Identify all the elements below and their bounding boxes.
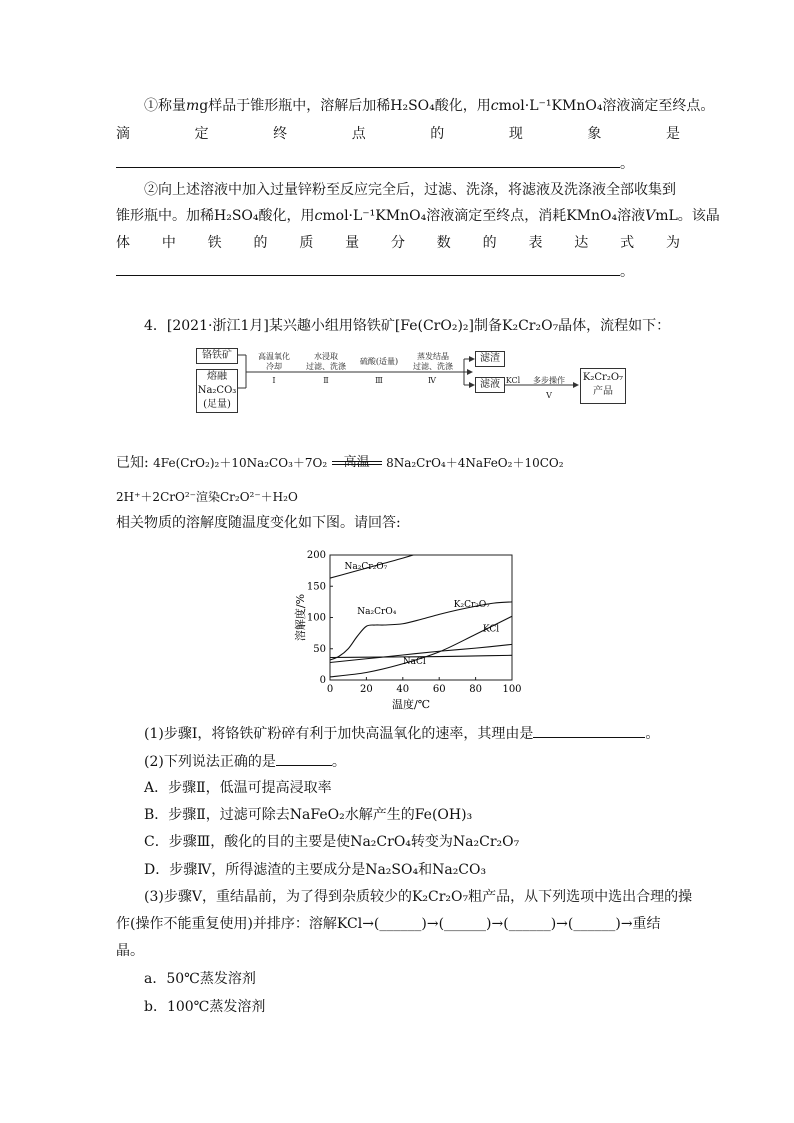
answer-blank-sub2[interactable]	[276, 750, 332, 766]
spread2-char: 分	[390, 235, 405, 251]
y-tick-label: 50	[313, 643, 326, 655]
y-axis-label: 溶解度/%	[294, 593, 307, 642]
flow-step2-label: 水浸取 过滤、洗涤	[306, 352, 346, 371]
option-A: A．步骤Ⅱ，低温可提高浸取率	[144, 780, 332, 796]
series-label-3: KCl	[482, 624, 500, 635]
solubility-chart	[290, 543, 530, 715]
q3-answer-blank-2[interactable]: 。	[116, 260, 634, 282]
x-tick-label: 100	[502, 684, 522, 695]
equation-2: 2H⁺＋2CrO²⁻渲染Cr₂O²⁻＋H₂O	[116, 490, 298, 504]
spread2-char: 体	[116, 235, 130, 251]
spread1-char: 点	[351, 126, 366, 142]
flow-step3-number: Ⅲ	[375, 376, 383, 385]
spread2-char: 的	[253, 235, 268, 251]
q3-step1-line: ①称量mg样品于锥形瓶中，溶解后加稀H₂SO₄酸化，用cmol·L⁻¹KMnO₄溶液滴定至终点。	[144, 98, 715, 114]
spread2-char: 质	[299, 235, 314, 251]
spread2-char: 量	[345, 235, 360, 251]
x-axis-label: 温度/℃	[391, 698, 431, 711]
sub-question-2: (2)下列说法正确的是 。	[144, 750, 346, 772]
series-line-0	[330, 543, 457, 578]
y-tick-label: 0	[319, 675, 326, 686]
q3-step2-line1: ②向上述溶液中加入过量锌粉至反应完全后，过滤、洗涤，将滤液及洗涤液全部收集到	[144, 182, 676, 198]
spread2-char: 中	[161, 235, 176, 251]
y-tick-label: 150	[306, 581, 326, 593]
flow-flux-box: 熔融 Na₂CO₃ (足量)	[196, 369, 238, 413]
x-tick-label: 40	[396, 684, 410, 695]
option-D: D．步骤Ⅳ，所得滤渣的主要成分是Na₂SO₄和Na₂CO₃	[144, 862, 487, 878]
spread2-char: 铁	[207, 235, 222, 251]
x-tick-label: 80	[469, 684, 482, 695]
flow-step3-label: 硫酸(适量)	[359, 357, 399, 366]
flow-step1-label: 高温氧化 冷却	[258, 352, 290, 371]
q3-answer-blank-1[interactable]: 。	[116, 152, 634, 174]
spread1-char: 的	[430, 126, 445, 142]
sub-question-3-line2: 作(操作不能重复使用)并排序：溶解KCl→(______)→(______)→(______)→(______)→重结	[116, 916, 661, 932]
option-B: B．步骤Ⅱ，过滤可除去NaFeO₂水解产生的Fe(OH)₃	[144, 807, 473, 823]
spread2-char: 数	[436, 235, 451, 251]
series-label-4: NaCl	[402, 656, 426, 667]
choice-b: b．100℃蒸发溶剂	[144, 999, 266, 1015]
option-C: C．步骤Ⅲ，酸化的目的主要是使Na₂CrO₄转变为Na₂Cr₂O₇	[144, 834, 520, 850]
spread1-char: 是	[665, 126, 680, 142]
flow-step2-number: Ⅱ	[323, 376, 329, 385]
sub-question-1: (1)步骤Ⅰ，将铬铁矿粉碎有利于加快高温氧化的速率，其理由是 。	[144, 722, 659, 744]
flow-step4-number: Ⅳ	[428, 376, 436, 385]
flow-filtrate-box: 滤液	[475, 377, 505, 393]
flow-ore-box: 铬铁矿	[196, 348, 238, 364]
x-tick-label: 60	[432, 684, 446, 695]
x-tick-label: 0	[326, 684, 334, 695]
series-label-2: K₂Cr₂O₇	[453, 599, 490, 610]
flow-product-box: K₂Cr₂O₇ 产品	[580, 368, 626, 404]
flow-step5-number: Ⅴ	[546, 391, 552, 400]
flow-kcl-label: KCl	[505, 376, 521, 385]
spread2-char: 达	[574, 235, 589, 251]
spread2-char: 表	[528, 235, 543, 251]
spread1-char: 象	[587, 126, 602, 142]
flow-step1-number: Ⅰ	[272, 376, 276, 385]
series-label-1: Na₂CrO₄	[357, 606, 397, 617]
q4-header: 4．[2021·浙江1月]某兴趣小组用铬铁矿[Fe(CrO₂)₂]制备K₂Cr₂O₇晶体，流程如下：	[144, 318, 671, 334]
flow-residue-box: 滤渣	[475, 351, 505, 367]
spread1-char: 终	[273, 126, 288, 142]
spread1-char: 定	[194, 126, 209, 142]
equation-1: 已知: 4Fe(CrO₂)₂＋10Na₂CO₃＋7O₂ 高温 8Na₂CrO₄＋4NaFeO₂＋10CO₂	[116, 455, 564, 471]
series-label-0: Na₂Cr₂O₇	[344, 561, 388, 572]
spread2-char: 的	[482, 235, 497, 251]
spread1-char: 现	[508, 126, 523, 142]
spread2-char: 式	[620, 235, 635, 251]
chart-intro: 相关物质的溶解度随温度变化如下图。请回答:	[116, 515, 401, 531]
y-tick-label: 100	[306, 612, 326, 624]
spread2-char: 为	[665, 235, 680, 251]
flow-step5-label: 多步操作	[533, 376, 565, 385]
choice-a: a．50℃蒸发溶剂	[144, 971, 256, 987]
y-tick-label: 200	[306, 550, 326, 561]
sub-question-3-line1: (3)步骤Ⅴ，重结晶前，为了得到杂质较少的K₂Cr₂O₇粗产品，从下列选项中选出合理的操	[144, 889, 693, 905]
q3-step2-line2: 锥形瓶中。加稀H₂SO₄酸化，用cmol·L⁻¹KMnO₄溶液滴定至终点，消耗KMnO₄溶液VmL。该晶	[116, 208, 720, 224]
x-tick-label: 20	[360, 684, 373, 695]
answer-blank-sub1[interactable]	[533, 722, 645, 738]
spread1-char: 滴	[116, 126, 130, 142]
flow-step4-label: 蒸发结晶 过滤、洗涤	[413, 352, 453, 371]
sub-question-3-line3: 晶。	[116, 943, 144, 959]
